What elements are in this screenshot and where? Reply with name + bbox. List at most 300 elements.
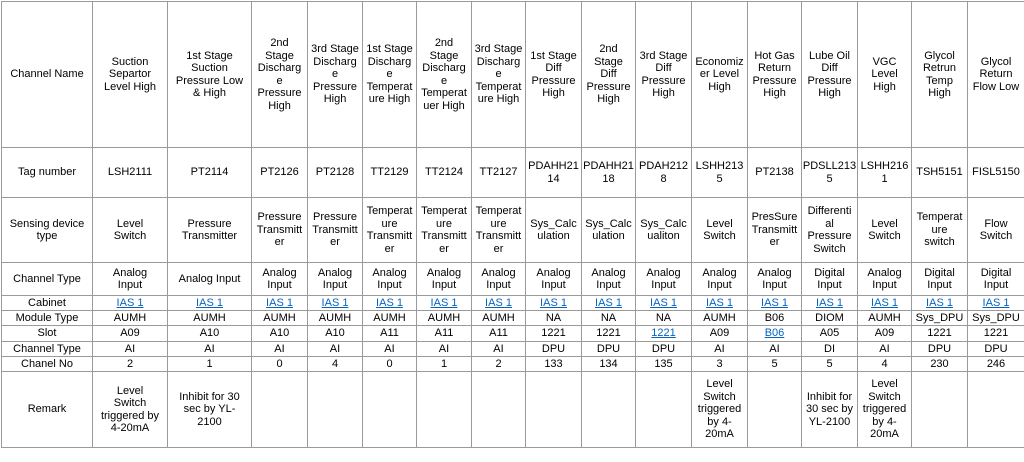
table-cell[interactable] — [636, 296, 692, 311]
table-cell — [308, 342, 363, 357]
cell-text: Pressure Transmitt er — [252, 211, 307, 249]
table-cell — [363, 372, 417, 448]
table-cell — [748, 372, 802, 448]
table-cell — [308, 357, 363, 372]
table-cell — [308, 198, 363, 263]
table-cell — [912, 263, 968, 296]
table-cell — [858, 2, 912, 148]
table-cell — [417, 357, 472, 372]
table-cell — [912, 148, 968, 198]
table-cell — [802, 148, 858, 198]
table-cell — [858, 148, 912, 198]
cell-text: Sys_Calc ulation — [526, 218, 581, 243]
sensing-device-type-row — [2, 198, 1024, 263]
table-cell — [526, 357, 582, 372]
table-cell — [968, 198, 1024, 263]
table-cell[interactable] — [636, 326, 692, 342]
table-cell — [417, 2, 472, 148]
cell-text: PT2114 — [168, 166, 251, 179]
cell-text: TSH5151 — [912, 166, 967, 179]
table-cell — [363, 326, 417, 342]
table-cell — [93, 357, 168, 372]
cell-text: 3rd Stage Diff Pressure High — [636, 50, 691, 100]
cabinet-link[interactable]: IAS 1 — [526, 297, 581, 310]
table-cell — [968, 2, 1024, 148]
cell-text: 3rd Stage Discharg e Temperat ure High — [472, 43, 525, 106]
row-label-slot — [2, 326, 93, 342]
table-cell — [912, 372, 968, 448]
table-cell — [858, 326, 912, 342]
table-cell — [168, 342, 252, 357]
cell-text: 5 — [802, 358, 857, 371]
cell-text: Analog Input — [363, 267, 416, 292]
cell-text: NA — [526, 312, 581, 325]
cell-text: Analog Input — [252, 267, 307, 292]
table-cell — [168, 372, 252, 448]
cell-text: Inhibit for 30 sec by YL- 2100 — [168, 391, 251, 429]
cell-text: A09 — [93, 327, 167, 340]
row-label-remark — [2, 372, 93, 448]
cell-text: 1221 — [526, 327, 581, 340]
row-label-tag-number — [2, 148, 93, 198]
table-cell — [363, 342, 417, 357]
cell-text: Temperat ure Transmitt er — [417, 205, 471, 255]
table-cell — [748, 342, 802, 357]
cell-text: DPU — [636, 343, 691, 356]
cell-text: PDAHH21 18 — [582, 160, 635, 185]
cell-text: AUMH — [252, 312, 307, 325]
cell-text: Temperat ure switch — [912, 211, 967, 249]
table-cell — [252, 357, 308, 372]
cabinet-link[interactable]: IAS 1 — [308, 297, 362, 310]
cell-text: NA — [636, 312, 691, 325]
table-cell — [968, 372, 1024, 448]
cell-text: AI — [858, 343, 911, 356]
cell-text: AUMH — [93, 312, 167, 325]
cell-text: Glycol Retrun Temp High — [912, 50, 967, 100]
table-cell — [968, 342, 1024, 357]
table-cell — [308, 372, 363, 448]
cell-text: DPU — [582, 343, 635, 356]
table-cell[interactable] — [308, 296, 363, 311]
table-cell — [526, 311, 582, 326]
table-cell — [252, 198, 308, 263]
cell-text: Pressure Transmitter — [168, 218, 251, 243]
cell-text: Analog Input — [636, 267, 691, 292]
table-cell — [252, 372, 308, 448]
table-cell — [582, 311, 636, 326]
cell-text: DPU — [968, 343, 1024, 356]
cabinet-link[interactable]: IAS 1 — [636, 297, 691, 310]
table-cell — [582, 372, 636, 448]
cabinet-link[interactable]: IAS 1 — [802, 297, 857, 310]
table-cell — [748, 357, 802, 372]
cell-text: Temperat ure Transmitt er — [363, 205, 416, 255]
cell-text: AUMH — [692, 312, 747, 325]
cell-text: AI — [417, 343, 471, 356]
row-label-text: Module Type — [2, 312, 92, 325]
table-cell — [912, 198, 968, 263]
table-cell — [308, 311, 363, 326]
table-cell — [168, 311, 252, 326]
table-cell — [472, 357, 526, 372]
cell-text: DI — [802, 343, 857, 356]
table-cell[interactable] — [802, 296, 858, 311]
table-cell — [912, 357, 968, 372]
slot-link[interactable]: B06 — [748, 327, 801, 340]
table-cell — [93, 342, 168, 357]
row-label-channel-type-1 — [2, 263, 93, 296]
cell-text: AUMH — [308, 312, 362, 325]
cell-text: A11 — [417, 327, 471, 340]
row-label-text: Cabinet — [2, 297, 92, 310]
cabinet-link[interactable]: IAS 1 — [417, 297, 471, 310]
table-cell — [802, 357, 858, 372]
table-cell — [748, 263, 802, 296]
cabinet-link[interactable]: IAS 1 — [582, 297, 635, 310]
cell-text: AUMH — [363, 312, 416, 325]
table-cell — [93, 148, 168, 198]
table-cell — [912, 342, 968, 357]
table-cell — [636, 263, 692, 296]
cell-text: 0 — [252, 358, 307, 371]
cell-text: AUMH — [472, 312, 525, 325]
table-cell[interactable] — [526, 296, 582, 311]
row-label-text: Channel Type — [2, 343, 92, 356]
table-cell — [692, 2, 748, 148]
table-cell — [526, 372, 582, 448]
cell-text: Suction Separtor Level High — [93, 56, 167, 94]
cell-text: PDSLL213 5 — [802, 160, 857, 185]
cell-text: Sys_DPU — [968, 312, 1024, 325]
cell-text: VGC Level High — [858, 56, 911, 94]
cell-text: 3rd Stage Discharg e Pressure High — [308, 43, 362, 106]
table-cell — [692, 372, 748, 448]
cell-text: Temperat ure Transmitt er — [472, 205, 525, 255]
table-cell — [417, 372, 472, 448]
table-cell[interactable] — [252, 296, 308, 311]
cell-text: 1 — [417, 358, 471, 371]
cell-text: A11 — [472, 327, 525, 340]
table-cell — [472, 148, 526, 198]
cabinet-link[interactable]: IAS 1 — [93, 297, 167, 310]
table-cell — [968, 263, 1024, 296]
table-cell — [912, 326, 968, 342]
table-cell — [858, 342, 912, 357]
table-cell — [912, 2, 968, 148]
cell-text: 1st Stage Discharg e Temperat ure High — [363, 43, 416, 106]
cabinet-link[interactable]: IAS 1 — [968, 297, 1024, 310]
table-cell — [968, 326, 1024, 342]
cell-text: Pressure Transmitt er — [308, 211, 362, 249]
row-label-text: Channel Type — [2, 273, 92, 286]
cell-text: Level Switch — [692, 218, 747, 243]
cell-text: TT2127 — [472, 166, 525, 179]
cell-text: B06 — [748, 312, 801, 325]
cell-text: AI — [308, 343, 362, 356]
cell-text: 2nd Stage Discharg e Temperat uer High — [417, 37, 471, 112]
cabinet-link[interactable]: IAS 1 — [858, 297, 911, 310]
table-cell — [417, 148, 472, 198]
row-label-channel-name — [2, 2, 93, 148]
cell-text: AI — [748, 343, 801, 356]
table-cell — [417, 342, 472, 357]
table-cell[interactable] — [93, 296, 168, 311]
table-cell — [93, 2, 168, 148]
cell-text: Analog Input — [308, 267, 362, 292]
cell-text: 1221 — [968, 327, 1024, 340]
table-cell — [912, 311, 968, 326]
cell-text: AI — [93, 343, 167, 356]
table-cell[interactable] — [968, 296, 1024, 311]
cell-text: DPU — [912, 343, 967, 356]
table-cell[interactable] — [748, 296, 802, 311]
table-cell — [526, 2, 582, 148]
table-cell[interactable] — [417, 296, 472, 311]
table-cell — [692, 198, 748, 263]
table-cell — [636, 357, 692, 372]
table-cell — [252, 148, 308, 198]
table-cell — [582, 326, 636, 342]
cell-text: AUMH — [417, 312, 471, 325]
cell-text: AI — [692, 343, 747, 356]
table-cell[interactable] — [363, 296, 417, 311]
table-cell — [417, 263, 472, 296]
table-cell — [582, 342, 636, 357]
cell-text: FISL5150 — [968, 166, 1024, 179]
table-cell — [582, 263, 636, 296]
cell-text: 4 — [308, 358, 362, 371]
table-cell — [363, 263, 417, 296]
table-cell — [692, 342, 748, 357]
cell-text: PT2128 — [308, 166, 362, 179]
cell-text: AI — [168, 343, 251, 356]
table-cell — [692, 357, 748, 372]
cell-text: Analog Input — [93, 267, 167, 292]
table-cell — [472, 2, 526, 148]
cell-text: Economiz er Level High — [692, 56, 747, 94]
cell-text: A09 — [858, 327, 911, 340]
cell-text: Digital Input — [912, 267, 967, 292]
cabinet-link[interactable]: IAS 1 — [168, 297, 251, 310]
table-cell[interactable] — [912, 296, 968, 311]
table-cell — [252, 342, 308, 357]
cell-text: DIOM — [802, 312, 857, 325]
table-cell — [168, 198, 252, 263]
table-cell — [308, 2, 363, 148]
remark-row — [2, 372, 1024, 448]
cell-text: 2nd Stage Diff Pressure High — [582, 43, 635, 106]
table-cell — [472, 372, 526, 448]
table-cell — [308, 148, 363, 198]
table-cell[interactable] — [858, 296, 912, 311]
cell-text: Level Switch — [858, 218, 911, 243]
table-cell[interactable] — [168, 296, 252, 311]
cell-text: AUMH — [168, 312, 251, 325]
cell-text: NA — [582, 312, 635, 325]
cell-text: Analog Input — [417, 267, 471, 292]
table-cell — [168, 2, 252, 148]
table-cell — [858, 263, 912, 296]
table-cell — [363, 198, 417, 263]
cell-text: AI — [252, 343, 307, 356]
cell-text: TT2124 — [417, 166, 471, 179]
cell-text: 230 — [912, 358, 967, 371]
cell-text: Sys_Calc ulation — [582, 218, 635, 243]
table-cell — [858, 357, 912, 372]
cell-text: Sys_Calc ualiton — [636, 218, 691, 243]
cell-text: Analog Input — [748, 267, 801, 292]
row-label-text: Sensing device type — [2, 218, 92, 243]
cell-text: Differenti al Pressure Switch — [802, 205, 857, 255]
channel-type-2-row — [2, 342, 1024, 357]
cabinet-link[interactable]: IAS 1 — [748, 297, 801, 310]
table-cell — [748, 2, 802, 148]
row-label-text: Slot — [2, 327, 92, 340]
table-cell — [968, 148, 1024, 198]
cell-text: Analog Input — [692, 267, 747, 292]
slot-link[interactable]: 1221 — [636, 327, 691, 340]
row-label-sensing-device-type — [2, 198, 93, 263]
cell-text: PresSure Transmitt er — [748, 211, 801, 249]
io-channel-table — [1, 1, 1024, 448]
table-cell — [968, 357, 1024, 372]
cell-text: PT2138 — [748, 166, 801, 179]
cell-text: A11 — [363, 327, 416, 340]
cell-text: Sys_DPU — [912, 312, 967, 325]
cell-text: 0 — [363, 358, 416, 371]
table-cell — [636, 372, 692, 448]
cell-text: 1st Stage Suction Pressure Low & High — [168, 50, 251, 100]
row-label-text: Channel Name — [2, 68, 92, 81]
cell-text: 1221 — [912, 327, 967, 340]
module-type-row — [2, 311, 1024, 326]
table-cell — [93, 198, 168, 263]
table-cell — [582, 198, 636, 263]
table-cell — [802, 263, 858, 296]
channel-name-row — [2, 2, 1024, 148]
table-cell — [93, 326, 168, 342]
row-label-channel-type-2 — [2, 342, 93, 357]
cell-text: Level Switch triggered by 4- 20mA — [858, 378, 911, 441]
table-cell — [748, 198, 802, 263]
table-cell — [417, 326, 472, 342]
cabinet-link[interactable]: IAS 1 — [472, 297, 525, 310]
cell-text: Inhibit for 30 sec by YL-2100 — [802, 391, 857, 429]
table-cell — [93, 311, 168, 326]
table-cell — [363, 357, 417, 372]
table-cell[interactable] — [748, 326, 802, 342]
cell-text: Hot Gas Return Pressure High — [748, 50, 801, 100]
cell-text: Analog Input — [472, 267, 525, 292]
cabinet-link[interactable]: IAS 1 — [363, 297, 416, 310]
cell-text: Flow Switch — [968, 218, 1024, 243]
table-cell — [692, 263, 748, 296]
cell-text: Analog Input — [168, 273, 251, 286]
table-cell — [526, 198, 582, 263]
cell-text: Lube Oil Diff Pressure High — [802, 50, 857, 100]
cell-text: Digital Input — [802, 267, 857, 292]
cell-text: A10 — [252, 327, 307, 340]
cell-text: AI — [363, 343, 416, 356]
cabinet-row — [2, 296, 1024, 311]
table-cell — [748, 148, 802, 198]
cell-text: Level Switch triggered by 4-20mA — [93, 385, 167, 435]
row-label-text: Chanel No — [2, 358, 92, 371]
table-cell — [526, 148, 582, 198]
table-cell — [802, 198, 858, 263]
table-cell — [168, 326, 252, 342]
table-cell — [692, 148, 748, 198]
row-label-module-type — [2, 311, 93, 326]
table-cell — [308, 326, 363, 342]
cell-text: Analog Input — [582, 267, 635, 292]
table-cell — [417, 198, 472, 263]
row-label-text: Remark — [2, 403, 92, 416]
table-cell — [748, 311, 802, 326]
table-cell — [472, 263, 526, 296]
table-cell — [582, 148, 636, 198]
chanel-no-row — [2, 357, 1024, 372]
table-cell — [802, 326, 858, 342]
cell-text: DPU — [526, 343, 581, 356]
cell-text: 4 — [858, 358, 911, 371]
table-cell — [252, 2, 308, 148]
table-cell — [968, 311, 1024, 326]
cell-text: AI — [472, 343, 525, 356]
table-cell — [252, 326, 308, 342]
table-cell — [636, 198, 692, 263]
table-cell — [93, 263, 168, 296]
table-cell — [526, 342, 582, 357]
cell-text: 5 — [748, 358, 801, 371]
cabinet-link[interactable]: IAS 1 — [912, 297, 967, 310]
cabinet-link[interactable]: IAS 1 — [252, 297, 307, 310]
row-label-chanel-no — [2, 357, 93, 372]
table-cell — [308, 263, 363, 296]
table-cell — [472, 342, 526, 357]
cell-text: A10 — [308, 327, 362, 340]
table-cell — [858, 372, 912, 448]
table-cell[interactable] — [582, 296, 636, 311]
table-cell — [252, 311, 308, 326]
cell-text: PDAHH21 14 — [526, 160, 581, 185]
cell-text: AUMH — [858, 312, 911, 325]
table-cell — [636, 342, 692, 357]
table-cell[interactable] — [472, 296, 526, 311]
row-label-cabinet — [2, 296, 93, 311]
cell-text: Analog Input — [526, 267, 581, 292]
table-cell — [802, 342, 858, 357]
table-cell[interactable] — [692, 296, 748, 311]
table-cell — [858, 198, 912, 263]
table-cell — [363, 311, 417, 326]
cell-text: 2 — [93, 358, 167, 371]
table-cell — [858, 311, 912, 326]
table-cell — [636, 2, 692, 148]
table-cell — [692, 326, 748, 342]
cell-text: 135 — [636, 358, 691, 371]
row-label-text: Tag number — [2, 166, 92, 179]
table-cell — [252, 263, 308, 296]
cell-text: 133 — [526, 358, 581, 371]
cell-text: LSHH213 5 — [692, 160, 747, 185]
table-cell — [168, 263, 252, 296]
cabinet-link[interactable]: IAS 1 — [692, 297, 747, 310]
table-cell — [472, 326, 526, 342]
table-cell — [363, 148, 417, 198]
cell-text: 246 — [968, 358, 1024, 371]
